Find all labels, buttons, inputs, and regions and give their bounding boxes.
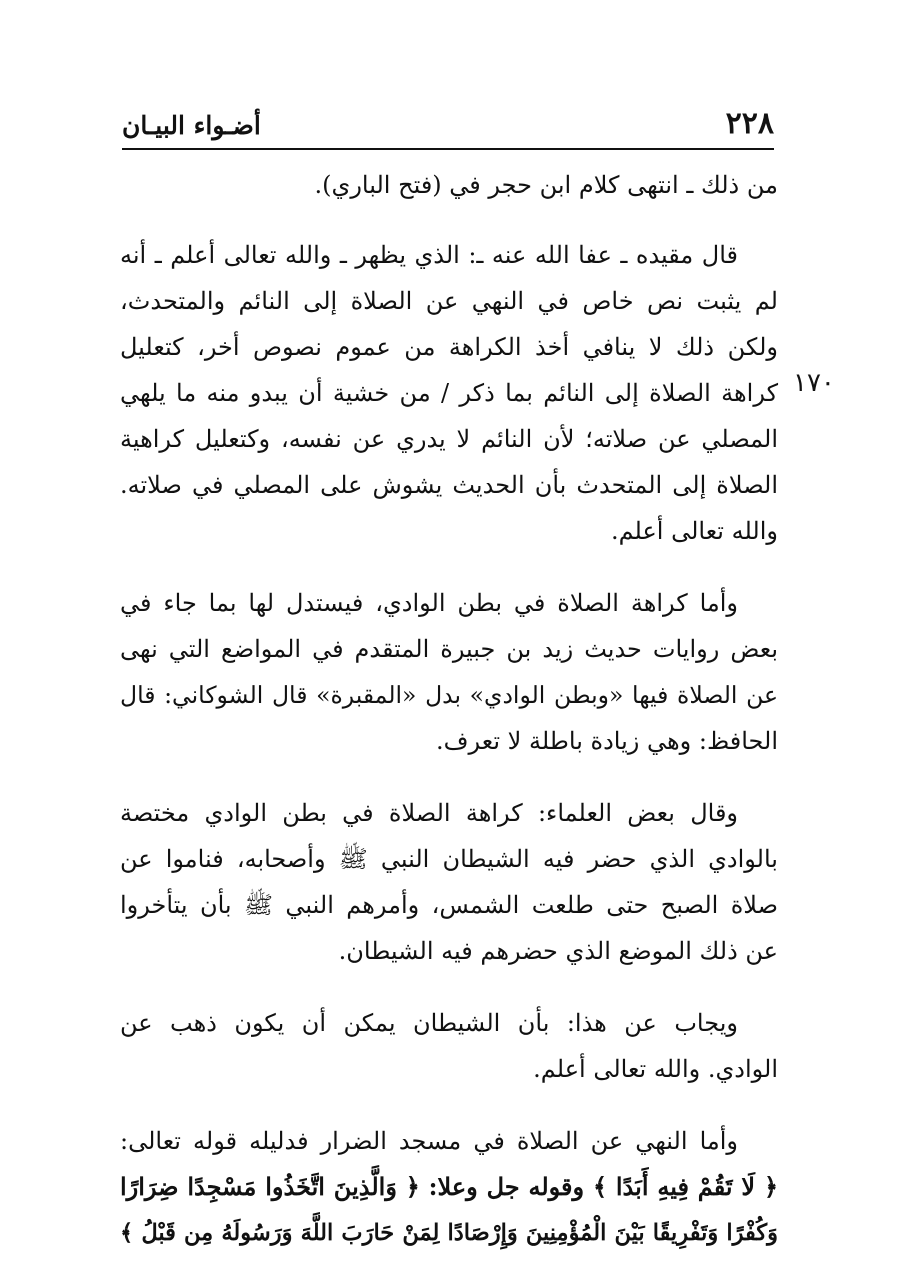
text-line: الوادي. والله تعالى أعلم.	[533, 1055, 778, 1083]
text-line: وأما النهي عن الصلاة في مسجد الضرار فدليله قوله تعالى:	[120, 1127, 738, 1155]
paragraph	[120, 1118, 778, 1256]
body-text	[120, 162, 778, 1282]
running-title: أضـواء البيـان	[122, 111, 261, 140]
quran-verse-line: وَكُفْرًا وَتَفْرِيقًا بَيْنَ الْمُؤْمِنِينَ وَإِرْصَادًا لِمَنْ حَارَبَ اللَّهَ وَرَسُولَهُ مِن قَبْلُ ﴾	[120, 1220, 778, 1246]
text-line: كراهة الصلاة إلى النائم بما ذكر / من خشية أن يبدو منه ما يلهي	[120, 379, 778, 407]
text-line: الصلاة إلى المتحدث بأن الحديث يشوش على المصلي في صلاته.	[120, 471, 778, 499]
text-line: لم يثبت نص خاص في النهي عن الصلاة إلى النائم والمتحدث،	[120, 287, 778, 315]
text-line: من ذلك ـ انتهى كلام ابن حجر في (فتح الباري).	[314, 171, 778, 199]
paragraph	[120, 580, 778, 764]
paragraph	[120, 1000, 778, 1092]
margin-page-reference: ١٧٠	[793, 368, 835, 398]
page-number: ٢٢٨	[725, 106, 774, 141]
paragraph	[120, 162, 778, 208]
text-line: عن ذلك الموضع الذي حضرهم فيه الشيطان.	[338, 937, 778, 965]
text-line: ولكن ذلك لا ينافي أخذ الكراهة من عموم نصوص أخر، كتعليل	[120, 333, 778, 361]
text-line: والله تعالى أعلم.	[610, 517, 778, 545]
quran-verse-line: ﴿ لَا تَقُمْ فِيهِ أَبَدًا ﴾ وقوله جل وعلا: ﴿ وَالَّذِينَ اتَّخَذُوا مَسْجِدًا ضِرَارًا	[120, 1172, 778, 1201]
text-line: صلاة الصبح حتى طلعت الشمس، وأمرهم النبي ﷺ بأن يتأخروا	[120, 891, 778, 919]
text-line: وقال بعض العلماء: كراهة الصلاة في بطن الوادي مختصة	[120, 799, 738, 827]
text-line: ويجاب عن هذا: بأن الشيطان يمكن أن يكون ذهب عن	[120, 1009, 738, 1037]
text-line: بالوادي الذي حضر فيه الشيطان النبي ﷺ وأصحابه، فناموا عن	[120, 845, 778, 873]
paragraph	[120, 790, 778, 974]
text-line: عن الصلاة فيها «وبطن الوادي» بدل «المقبرة» قال الشوكاني: قال	[120, 681, 778, 709]
page-header	[122, 104, 774, 150]
text-line: المصلي عن صلاته؛ لأن النائم لا يدري عن نفسه، وكتعليل كراهية	[120, 425, 778, 453]
text-line: وأما كراهة الصلاة في بطن الوادي، فيستدل لها بما جاء في	[120, 589, 738, 617]
text-line: بعض روايات حديث زيد بن جبيرة المتقدم في المواضع التي نهى	[120, 635, 778, 663]
paragraph	[120, 232, 778, 554]
text-line: قال مقيده ـ عفا الله عنه ـ: الذي يظهر ـ والله تعالى أعلم ـ أنه	[120, 241, 738, 269]
text-line: الحافظ: وهي زيادة باطلة لا تعرف.	[436, 727, 778, 755]
